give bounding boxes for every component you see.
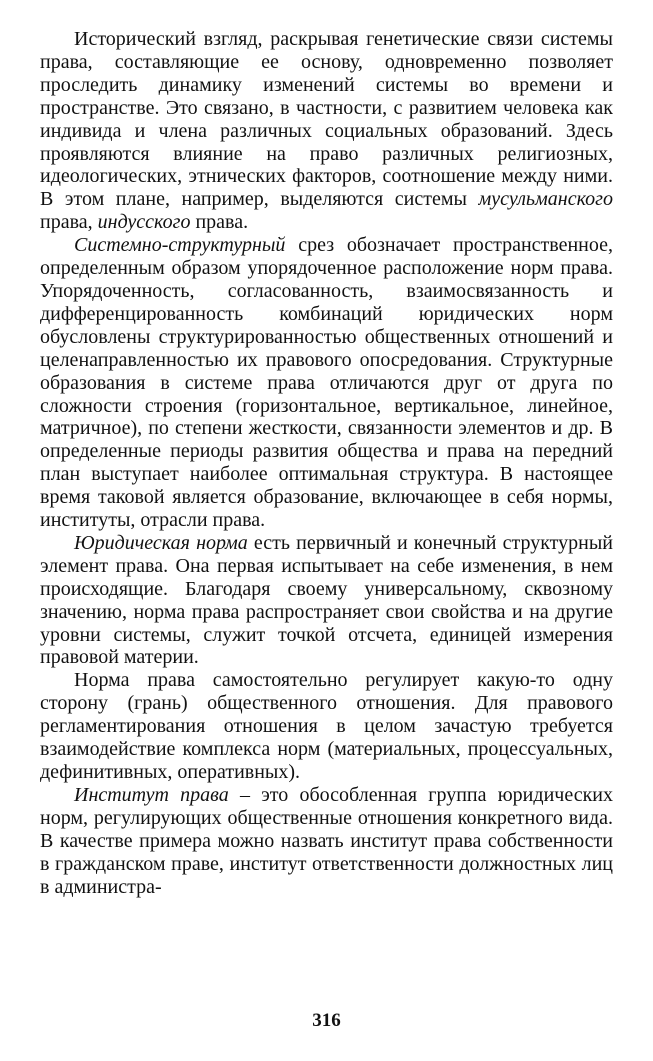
paragraph-legal-institute bbox=[40, 784, 613, 899]
italic-term: Системно-структурный bbox=[74, 234, 286, 257]
paragraph-legal-norm bbox=[40, 532, 613, 669]
paragraph-system-structural bbox=[40, 234, 613, 532]
text-run: – это обособленная группа юридических норм, регулирующих общественные отношения конкретного вида. В качестве примера можно назвать институт права собственности в гражданском праве, институт ответственности должностных лиц в администра- bbox=[40, 783, 613, 898]
text-run: Исторический взгляд, раскрывая генетические связи системы права, составляющие ее основу, одновременно позволяет проследить динамику изменений системы во времени и пространстве. Это связано, в частности, с развитием человека как индивида и члена различных социальных образований. Здесь проявляются влияние на право различных религиозных, идеологических, этнических факторов, соотношение между ними. В этом плане, например, выделяются системы bbox=[40, 28, 613, 211]
text-run: срез обозначает пространственное, определенным образом упорядоченное расположение норм права. Упорядоченность, согласованность, взаимосвязанность и дифференцированность комбинаций юридических норм обусловлены структурированностью общественных отношений и целенаправленностью их правового опосредования. Структурные образования в системе права отличаются друг от друга по сложности строения (горизонтальное, вертикальное, линейное, матричное), по степени жесткости, связанности элементов и др. В определенные периоды развития общества и права на передний план выступает наиболее оптимальная структура. В настоящее время таковой является образование, включающее в себя нормы, институты, отрасли права. bbox=[40, 234, 613, 532]
text-run: Норма права самостоятельно регулирует какую-то одну сторону (грань) общественного отношения. Для правового регламентирования отношения в целом зачастую требуется взаимодействие комплекса норм (материальных, процессуальных, дефинитивных, оперативных). bbox=[40, 669, 613, 783]
italic-term: мусульманского bbox=[478, 188, 613, 211]
text-run: есть первичный и конечный структурный элемент права. Она первая испытывает на себе изменения, в нем происходящие. Благодаря своему универсальному, сквозному значению, норма права распространяет свои свойства и на другие уровни системы, служит точкой отсчета, единицей измерения правовой материи. bbox=[40, 531, 613, 669]
text-run: права. bbox=[190, 211, 249, 234]
italic-term: Институт права bbox=[74, 783, 229, 806]
italic-term: индусского bbox=[97, 211, 191, 234]
page-body bbox=[40, 28, 613, 898]
text-run: права, bbox=[40, 211, 98, 234]
paragraph-norm-regulation bbox=[40, 669, 613, 784]
page-number: 316 bbox=[312, 1010, 341, 1031]
italic-term: Юридическая норма bbox=[74, 531, 248, 554]
paragraph-historical-view bbox=[40, 28, 613, 234]
